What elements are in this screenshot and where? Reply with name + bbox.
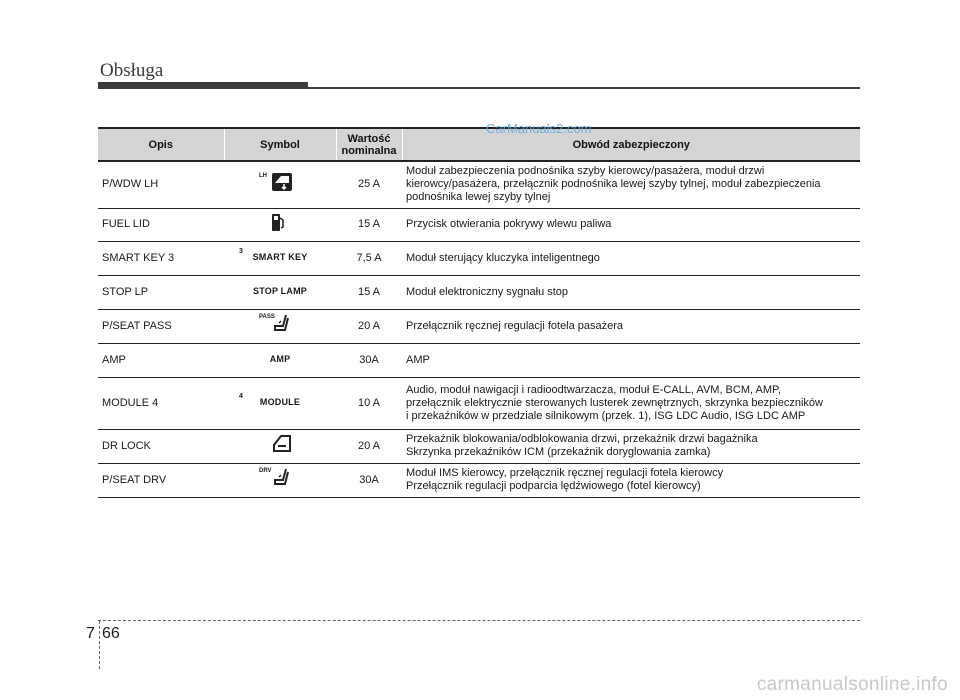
fuel-pump-icon — [271, 212, 285, 236]
fuse-description: P/SEAT DRV — [98, 463, 224, 497]
window-lh-icon — [271, 172, 293, 196]
fuse-description: AMP — [98, 343, 224, 377]
circuit-line: AMP — [406, 353, 430, 366]
header-wartosc: Wartość nominalna — [336, 128, 402, 161]
page-number: 66 — [102, 625, 120, 642]
protected-circuit — [402, 309, 860, 343]
symbol-superscript: DRV — [259, 468, 272, 474]
table-row — [98, 161, 860, 208]
fuse-symbol — [224, 275, 336, 309]
protected-circuit — [402, 463, 860, 497]
fuse-rating: 15 A — [336, 275, 402, 309]
circuit-line: Audio, moduł nawigacji i radioodtwarzacza, moduł E-CALL, AVM, BCM, AMP, — [406, 383, 781, 396]
seat-icon — [271, 313, 291, 337]
footer-rule — [98, 620, 860, 621]
symbol-label: SMART KEY — [252, 252, 308, 262]
footer-divider — [99, 621, 100, 669]
symbol-box — [235, 465, 325, 491]
header-symbol: Symbol — [224, 128, 336, 161]
fuse-description: STOP LP — [98, 275, 224, 309]
circuit-line: kierowcy/pasażera, przełącznik podnośnika lewej szyby tylnej, moduł zabezpieczenia — [406, 178, 821, 191]
header-rule — [98, 87, 860, 89]
table-row — [98, 429, 860, 463]
watermark-bottom: carmanualsonline.info — [756, 674, 948, 695]
table-row — [98, 309, 860, 343]
protected-circuit — [402, 161, 860, 208]
protected-circuit — [402, 377, 860, 429]
fuse-description: DR LOCK — [98, 429, 224, 463]
protected-circuit — [402, 275, 860, 309]
fuse-description: SMART KEY 3 — [98, 241, 224, 275]
fuse-symbol — [224, 241, 336, 275]
table-header-row — [98, 128, 860, 161]
fuse-rating: 30A — [336, 463, 402, 497]
protected-circuit — [402, 208, 860, 241]
fuse-table — [98, 127, 860, 498]
circuit-line: Przycisk otwierania pokrywy wlewu paliwa — [406, 218, 612, 230]
circuit-line: Moduł IMS kierowcy, przełącznik ręcznej regulacji fotela kierowcy — [406, 467, 724, 479]
fuse-symbol — [224, 161, 336, 208]
symbol-label: STOP LAMP — [253, 286, 307, 296]
fuse-description: MODULE 4 — [98, 377, 224, 429]
header-opis: Opis — [98, 128, 224, 161]
fuse-symbol — [224, 208, 336, 241]
fuse-rating: 20 A — [336, 309, 402, 343]
fuse-rating: 15 A — [336, 208, 402, 241]
door-lock-icon — [271, 433, 293, 457]
fuse-symbol — [224, 343, 336, 377]
circuit-line: przełącznik elektrycznie sterowanych lusterek zewnętrznych, skrzynka bezpieczników — [406, 396, 823, 409]
fuse-rating: 30A — [336, 343, 402, 377]
circuit-line: Przekaźnik blokowania/odblokowania drzwi, przekaźnik drzwi bagażnika — [406, 433, 758, 445]
fuse-symbol — [224, 463, 336, 497]
table-row — [98, 208, 860, 241]
symbol-box — [235, 170, 325, 196]
chapter-number: 7 — [86, 625, 95, 642]
table-row — [98, 377, 860, 429]
fuse-description: P/WDW LH — [98, 161, 224, 208]
section-title: Obsługa — [100, 60, 164, 81]
table-row — [98, 343, 860, 377]
symbol-box — [235, 210, 325, 236]
symbol-label: AMP — [269, 354, 291, 364]
circuit-line: i przekaźników w przedziale silnikowym (przek. 1), ISG LDC Audio, ISG LDC AMP — [406, 409, 806, 422]
circuit-line: Moduł zabezpieczenia podnośnika szyby kierowcy/pasażera, moduł drzwi — [406, 165, 765, 178]
protected-circuit — [402, 429, 860, 463]
circuit-line: Skrzynka przekaźników ICM (przekaźnik doryglowania zamka) — [406, 446, 711, 458]
symbol-superscript: 3 — [239, 248, 243, 255]
symbol-box — [235, 388, 325, 414]
circuit-line: Przełącznik ręcznej regulacji fotela pasażera — [406, 319, 624, 332]
symbol-superscript: 4 — [239, 393, 243, 400]
fuse-rating: 20 A — [336, 429, 402, 463]
symbol-box — [235, 243, 325, 269]
symbol-box — [235, 431, 325, 457]
symbol-box — [235, 311, 325, 337]
fuse-symbol — [224, 309, 336, 343]
table-row — [98, 275, 860, 309]
fuse-symbol — [224, 429, 336, 463]
circuit-line: Przełącznik regulacji podparcia lędźwiowego (fotel kierowcy) — [406, 480, 701, 492]
circuit-line: Moduł sterujący kluczyka inteligentnego — [406, 251, 600, 264]
table-row — [98, 463, 860, 497]
symbol-superscript: PASS — [259, 314, 275, 320]
symbol-box — [235, 345, 325, 371]
table-row — [98, 241, 860, 275]
watermark-top: CarManuals2.com — [486, 121, 592, 136]
fuse-description: FUEL LID — [98, 208, 224, 241]
fuse-description: P/SEAT PASS — [98, 309, 224, 343]
seat-icon — [271, 467, 291, 491]
protected-circuit — [402, 343, 860, 377]
fuse-rating: 7,5 A — [336, 241, 402, 275]
symbol-label: MODULE — [259, 397, 301, 407]
symbol-superscript: LH — [259, 172, 267, 179]
fuse-rating: 10 A — [336, 377, 402, 429]
protected-circuit — [402, 241, 860, 275]
fuse-rating: 25 A — [336, 161, 402, 208]
circuit-line: Moduł elektroniczny sygnału stop — [406, 285, 569, 298]
header-obwod: Obwód zabezpieczony — [402, 128, 860, 161]
fuse-symbol — [224, 377, 336, 429]
circuit-line: podnośnika lewej szyby tylnej — [406, 191, 551, 204]
symbol-box — [235, 277, 325, 303]
